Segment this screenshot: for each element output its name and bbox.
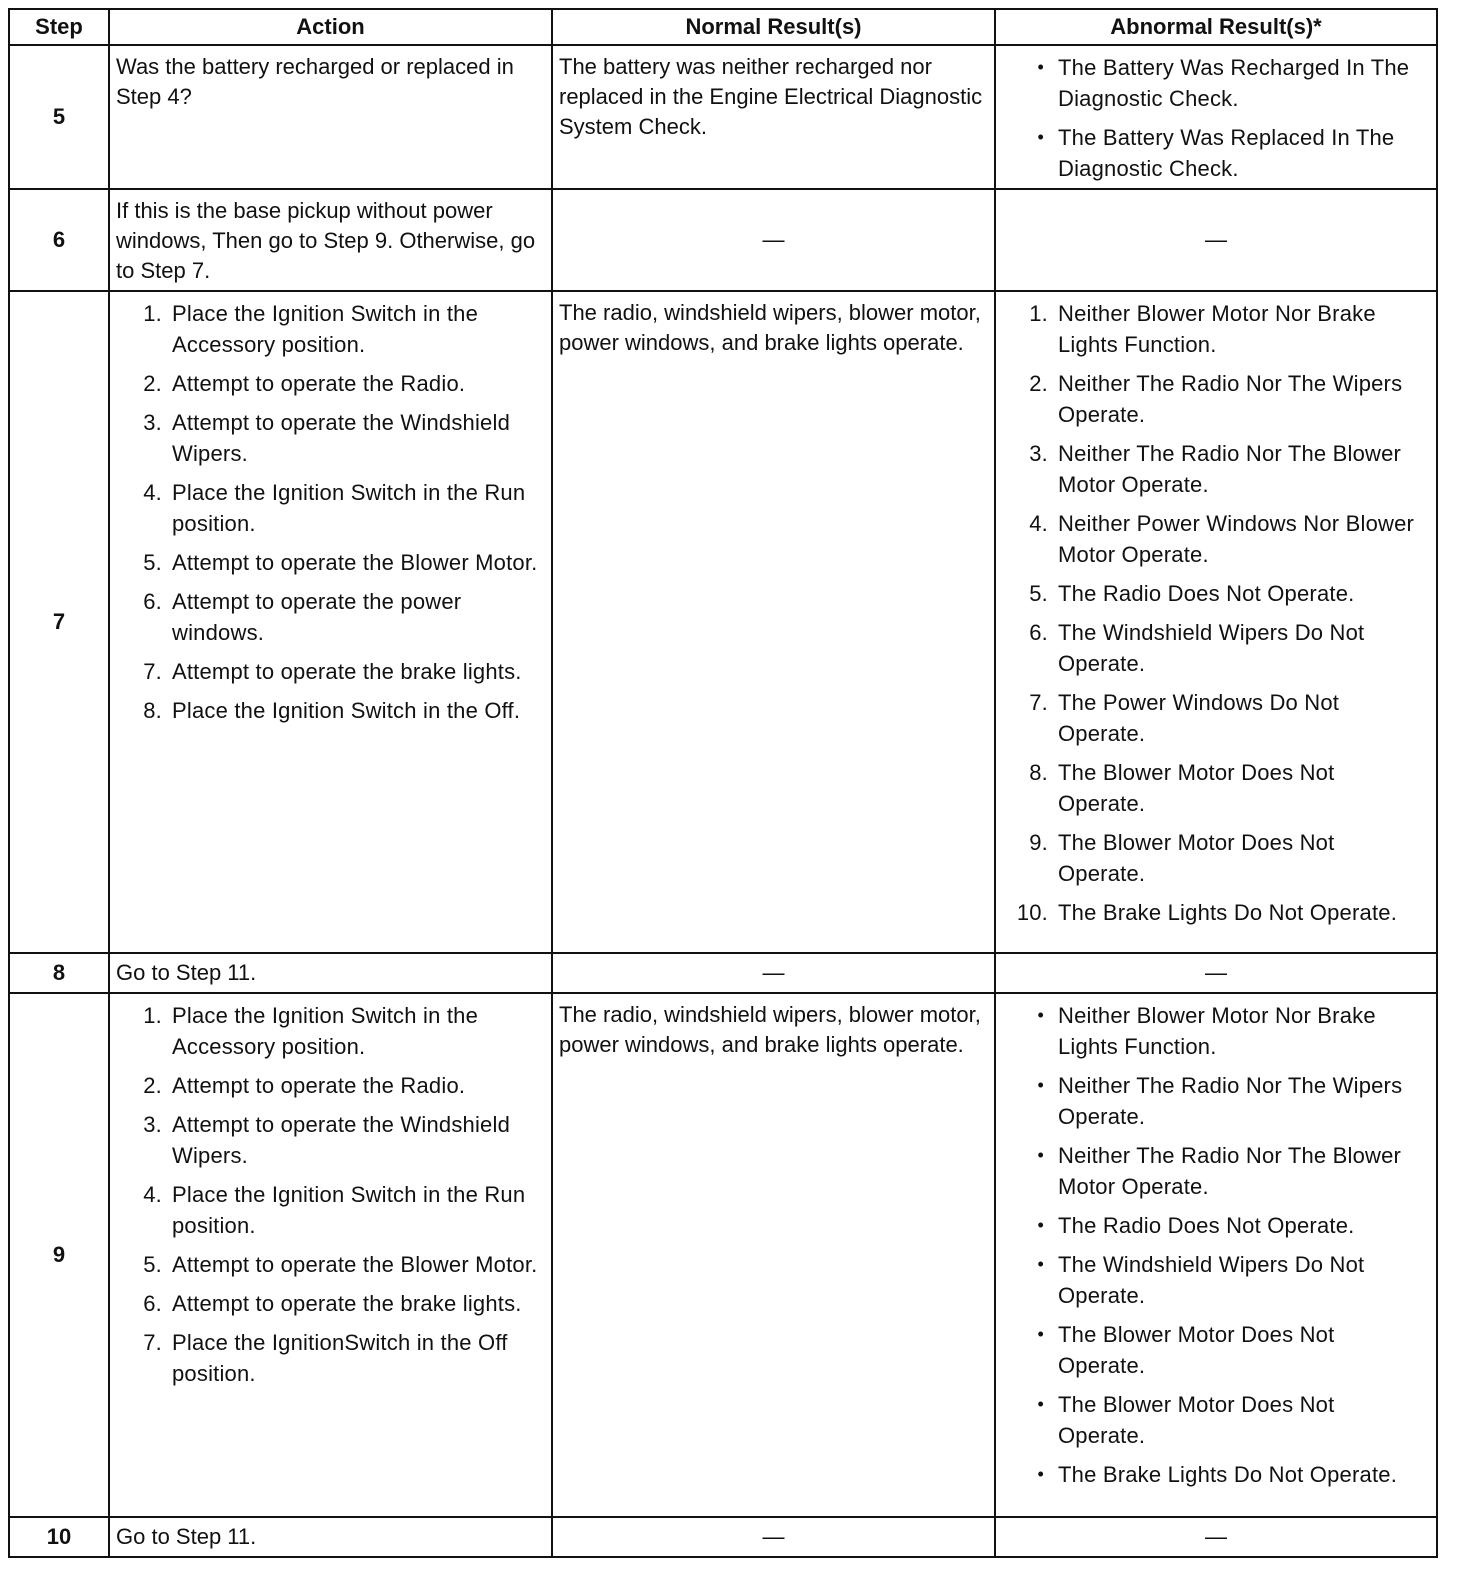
action-cell xyxy=(109,189,552,291)
bullet-icon: • xyxy=(1037,57,1044,77)
list-item: • The Battery Was Recharged In The Diagnostic Check. xyxy=(996,52,1426,114)
list-item: 2. Attempt to operate the Radio. xyxy=(143,1073,466,1098)
list-item: • The Blower Motor Does Not Operate. xyxy=(996,1389,1426,1451)
action-text: If this is the base pickup without power windows, Then go to Step 9. Otherwise, go to Step 7. xyxy=(116,198,536,283)
list-item: 6. Attempt to operate the brake lights. xyxy=(143,1291,522,1316)
bullet-icon: • xyxy=(1037,1075,1044,1095)
step-number: 9 xyxy=(9,993,109,1517)
list-item: 2. Attempt to operate the Radio. xyxy=(143,371,466,396)
list-item: 4. Place the Ignition Switch in the Run position. xyxy=(143,480,526,536)
list-item: 8. Place the Ignition Switch in the Off. xyxy=(143,698,521,723)
abnormal-dash: — xyxy=(995,189,1437,291)
list-item: 6. The Windshield Wipers Do Not Operate. xyxy=(1029,620,1365,676)
action-text: Was the battery recharged or replaced in Step 4? xyxy=(116,54,514,109)
step-number: 8 xyxy=(9,953,109,993)
list-item: 7. The Power Windows Do Not Operate. xyxy=(1029,690,1340,746)
normal-cell xyxy=(552,45,995,189)
list-item: 1. Neither Blower Motor Nor Brake Lights Function. xyxy=(1029,301,1376,357)
abnormal-dash: — xyxy=(995,1517,1437,1557)
bullet-icon: • xyxy=(1037,1005,1044,1025)
list-item: • Neither The Radio Nor The Wipers Operate. xyxy=(996,1070,1426,1132)
table-row xyxy=(9,1517,1437,1557)
list-item: • The Blower Motor Does Not Operate. xyxy=(996,1319,1426,1381)
bullet-icon: • xyxy=(1037,1324,1044,1344)
action-cell xyxy=(109,291,552,953)
action-cell xyxy=(109,953,552,993)
list-item: 5. Attempt to operate the Blower Motor. xyxy=(143,550,538,575)
normal-dash: — xyxy=(552,1517,995,1557)
list-item: 4. Neither Power Windows Nor Blower Motor Operate. xyxy=(1029,511,1415,567)
list-item: 6. Attempt to operate the power windows. xyxy=(143,589,462,645)
header-row xyxy=(9,9,1437,45)
step-number: 6 xyxy=(9,189,109,291)
step-number: 10 xyxy=(9,1517,109,1557)
header-action: Action xyxy=(109,9,552,45)
action-cell xyxy=(109,993,552,1517)
action-cell xyxy=(109,1517,552,1557)
normal-cell xyxy=(552,291,995,953)
list-item: 3. Attempt to operate the Windshield Wipers. xyxy=(143,1112,511,1168)
normal-text: The battery was neither recharged nor replaced in the Engine Electrical Diagnostic System Check. xyxy=(559,54,983,139)
bullet-icon: • xyxy=(1037,1394,1044,1414)
list-item: 7. Attempt to operate the brake lights. xyxy=(143,659,522,684)
step-number: 7 xyxy=(9,291,109,953)
list-item: 3. Attempt to operate the Windshield Wipers. xyxy=(143,410,511,466)
list-item: 9. The Blower Motor Does Not Operate. xyxy=(1029,830,1335,886)
bullet-icon: • xyxy=(1037,1215,1044,1235)
list-item: 2. Neither The Radio Nor The Wipers Operate. xyxy=(1029,371,1403,427)
list-item: 10. The Brake Lights Do Not Operate. xyxy=(1016,900,1398,925)
list-item: • The Battery Was Replaced In The Diagnostic Check. xyxy=(996,122,1426,184)
list-item: 5. Attempt to operate the Blower Motor. xyxy=(143,1252,538,1277)
list-item: 4. Place the Ignition Switch in the Run position. xyxy=(143,1182,526,1238)
list-item: • The Windshield Wipers Do Not Operate. xyxy=(996,1249,1426,1311)
diagnostic-table xyxy=(8,8,1438,1558)
list-item: 5. The Radio Does Not Operate. xyxy=(1029,581,1355,606)
abnormal-cell xyxy=(995,993,1437,1517)
list-item: • The Radio Does Not Operate. xyxy=(996,1210,1426,1241)
header-abnormal: Abnormal Result(s)* xyxy=(995,9,1437,45)
header-step: Step xyxy=(9,9,109,45)
action-text: Go to Step 11. xyxy=(116,960,257,985)
list-item: • Neither Blower Motor Nor Brake Lights Function. xyxy=(996,1000,1426,1062)
table-row xyxy=(9,291,1437,953)
normal-dash: — xyxy=(552,189,995,291)
normal-text: The radio, windshield wipers, blower motor, power windows, and brake lights operate. xyxy=(559,300,981,355)
bullet-icon: • xyxy=(1037,1254,1044,1274)
list-item: • The Brake Lights Do Not Operate. xyxy=(996,1459,1426,1490)
abnormal-dash: — xyxy=(995,953,1437,993)
list-item: 3. Neither The Radio Nor The Blower Motor Operate. xyxy=(1029,441,1402,497)
bullet-icon: • xyxy=(1037,127,1044,147)
list-item: 8. The Blower Motor Does Not Operate. xyxy=(1029,760,1335,816)
action-cell xyxy=(109,45,552,189)
table-row xyxy=(9,189,1437,291)
list-item: • Neither The Radio Nor The Blower Motor Operate. xyxy=(996,1140,1426,1202)
abnormal-cell xyxy=(995,291,1437,953)
normal-cell xyxy=(552,993,995,1517)
normal-text: The radio, windshield wipers, blower motor, power windows, and brake lights operate. xyxy=(559,1002,981,1057)
table-row xyxy=(9,45,1437,189)
normal-dash: — xyxy=(552,953,995,993)
step-number: 5 xyxy=(9,45,109,189)
list-item: 1. Place the Ignition Switch in the Accessory position. xyxy=(143,301,479,357)
action-text: Go to Step 11. xyxy=(116,1524,257,1549)
header-normal: Normal Result(s) xyxy=(552,9,995,45)
table-row xyxy=(9,953,1437,993)
list-item: 7. Place the IgnitionSwitch in the Off position. xyxy=(143,1330,508,1386)
table-row xyxy=(9,993,1437,1517)
list-item: 1. Place the Ignition Switch in the Accessory position. xyxy=(143,1003,479,1059)
abnormal-cell xyxy=(995,45,1437,189)
bullet-icon: • xyxy=(1037,1145,1044,1165)
bullet-icon: • xyxy=(1037,1464,1044,1484)
